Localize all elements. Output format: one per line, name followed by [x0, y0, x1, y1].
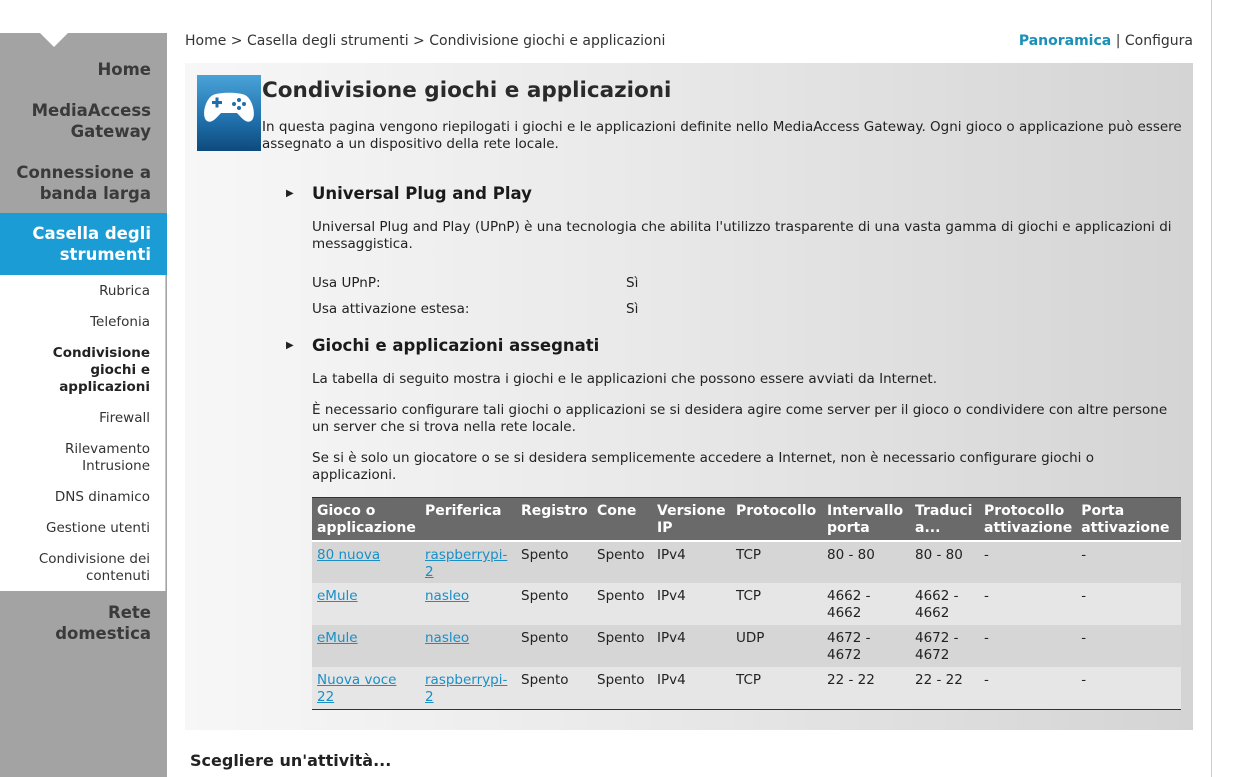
column-header-ip-version: Versione IP: [652, 498, 731, 542]
cell-ip-version: IPv4: [652, 625, 731, 667]
sidebar-item-label: Gateway: [70, 122, 151, 141]
sidebar-item-label: Connessione a: [16, 163, 151, 182]
column-header-device: Periferica: [420, 498, 516, 542]
sidebar-item-label: Rete: [108, 603, 151, 622]
sidebar-item-label: strumenti: [59, 245, 151, 264]
cell-ip-version: IPv4: [652, 583, 731, 625]
cell-translate: 4662 - 4662: [910, 583, 979, 625]
cell-trigger-port: -: [1076, 541, 1181, 583]
cell-trigger-port: -: [1076, 667, 1181, 709]
upnp-use-label: Usa UPnP:: [312, 275, 381, 291]
cell-translate: 80 - 80: [910, 541, 979, 583]
breadcrumb-current: Condivisione giochi e applicazioni: [429, 33, 666, 49]
game-link[interactable]: 80 nuova: [317, 547, 381, 563]
content-panel: [185, 63, 1193, 730]
table-row: [312, 667, 1181, 709]
submenu-item-label: DNS dinamico: [54, 489, 150, 505]
game-link[interactable]: eMule: [317, 630, 358, 646]
cell-protocol: TCP: [731, 583, 822, 625]
sidebar-item-label: Casella degli: [32, 224, 151, 243]
cell-port-range: 4662 - 4662: [822, 583, 910, 625]
game-link[interactable]: Nuova voce 22: [317, 672, 397, 705]
column-header-trigger-port: Porta attivazione: [1076, 498, 1181, 542]
submenu-item-user-management[interactable]: [46, 520, 150, 537]
cell-game: [312, 625, 420, 667]
table-row: [312, 541, 1181, 583]
cell-protocol: UDP: [731, 625, 822, 667]
page-intro: In questa pagina vengono riepilogati i giochi e le applicazioni definite nello MediaAccess Gateway. Ogni gioco o applicazione può essere assegnato a un dispositivo della rete locale.: [262, 119, 1182, 152]
sidebar-item-home-network[interactable]: [0, 602, 167, 644]
cell-game: [312, 541, 420, 583]
column-header-log: Registro: [516, 498, 592, 542]
breadcrumb-toolbox[interactable]: Casella degli strumenti: [246, 33, 409, 49]
cell-cone: Spento: [592, 625, 652, 667]
submenu-item-dynamic-dns[interactable]: [55, 489, 150, 506]
cell-ip-version: IPv4: [652, 667, 731, 709]
submenu-item-label: Telefonia: [90, 314, 150, 330]
submenu-item-rubrica[interactable]: [99, 283, 150, 300]
submenu-item-label: Condivisione: [52, 345, 150, 361]
column-header-translate: Traduci a...: [910, 498, 979, 542]
gamepad-icon: [197, 75, 261, 151]
submenu-item-label: applicazioni: [59, 379, 150, 395]
submenu-item-label: Rubrica: [99, 283, 150, 299]
cell-trigger-protocol: -: [979, 583, 1076, 625]
sidebar-item-label: Home: [97, 60, 151, 79]
cell-trigger-port: -: [1076, 625, 1181, 667]
device-link[interactable]: nasleo: [425, 630, 470, 646]
right-divider: [1211, 0, 1212, 777]
submenu-item-intrusion-detection[interactable]: [65, 441, 150, 475]
section-arrow-icon: ▶: [286, 188, 294, 199]
game-link[interactable]: eMule: [317, 588, 358, 604]
column-header-port-range: Intervallo porta: [822, 498, 910, 542]
view-configure-link[interactable]: Configura: [1124, 33, 1193, 49]
device-link[interactable]: raspberrypi- 2: [425, 672, 508, 705]
cell-device: [420, 583, 516, 625]
breadcrumb-home[interactable]: Home: [185, 33, 227, 49]
cell-device: [420, 667, 516, 709]
view-switch: [1019, 33, 1193, 49]
view-overview-link[interactable]: Panoramica: [1018, 33, 1112, 49]
page-title: Condivisione giochi e applicazioni: [262, 78, 672, 103]
cell-cone: Spento: [592, 667, 652, 709]
cell-protocol: TCP: [731, 541, 822, 583]
section-title-upnp: Universal Plug and Play: [312, 184, 532, 203]
column-header-trigger-protocol: Protocollo attivazione: [979, 498, 1076, 542]
cell-port-range: 80 - 80: [822, 541, 910, 583]
breadcrumb-separator: >: [413, 33, 425, 49]
games-table: [312, 497, 1181, 710]
upnp-description: Universal Plug and Play (UPnP) è una tecnologia che abilita l'utilizzo trasparente di una vasta gamma di giochi e applicazioni di messaggistica.: [312, 219, 1172, 252]
submenu-item-label: giochi e: [90, 362, 150, 378]
cell-translate: 4672 - 4672: [910, 625, 979, 667]
submenu-item-label: Rilevamento: [64, 441, 150, 457]
upnp-use-value: Sì: [626, 275, 639, 291]
upnp-extended-label: Usa attivazione estesa:: [312, 301, 470, 317]
assigned-paragraph-1: La tabella di seguito mostra i giochi e le applicazioni che possono essere avviati da Internet.: [312, 371, 938, 387]
submenu-item-label: Condivisione dei: [38, 551, 150, 567]
sidebar-item-label: domestica: [55, 624, 151, 643]
breadcrumb-separator: >: [230, 33, 243, 49]
cell-game: [312, 667, 420, 709]
cell-device: [420, 541, 516, 583]
sidebar-item-label: MediaAccess: [31, 101, 151, 120]
submenu-item-game-sharing[interactable]: [53, 345, 150, 396]
submenu-item-telefonia[interactable]: [90, 314, 150, 331]
cell-log: Spento: [516, 583, 592, 625]
cell-cone: Spento: [592, 541, 652, 583]
sidebar-item-mediaaccess-gateway[interactable]: [0, 100, 167, 142]
section-title-assigned: Giochi e applicazioni assegnati: [312, 336, 600, 355]
sidebar-notch: [40, 33, 68, 47]
submenu-item-content-sharing[interactable]: [39, 551, 150, 585]
cell-cone: Spento: [592, 583, 652, 625]
sidebar-item-toolbox[interactable]: [0, 213, 167, 275]
submenu-item-label: Gestione utenti: [45, 520, 150, 536]
cell-trigger-protocol: -: [979, 667, 1076, 709]
cell-device: [420, 625, 516, 667]
cell-log: Spento: [516, 667, 592, 709]
cell-log: Spento: [516, 625, 592, 667]
view-switch-separator: |: [1115, 33, 1121, 49]
cell-ip-version: IPv4: [652, 541, 731, 583]
table-header-row: [312, 498, 1181, 542]
sidebar: [0, 33, 167, 777]
device-link[interactable]: nasleo: [425, 588, 470, 604]
cell-protocol: TCP: [731, 667, 822, 709]
submenu-item-label: Firewall: [99, 410, 150, 426]
sidebar-item-label: banda larga: [39, 184, 151, 203]
assigned-paragraph-2: È necessario configurare tali giochi o applicazioni se si desidera agire come server per il gioco o condividere con altre persone un server che si trova nella rete locale.: [312, 402, 1168, 435]
table-row: [312, 625, 1181, 667]
cell-trigger-port: -: [1076, 583, 1181, 625]
sidebar-item-broadband[interactable]: [0, 162, 167, 204]
cell-port-range: 4672 - 4672: [822, 625, 910, 667]
table-row: [312, 583, 1181, 625]
submenu-item-label: Intrusione: [82, 458, 150, 474]
cell-game: [312, 583, 420, 625]
submenu-item-firewall[interactable]: [99, 410, 150, 427]
device-link[interactable]: raspberrypi- 2: [425, 547, 508, 580]
choose-task-heading: Scegliere un'attività...: [190, 751, 392, 770]
column-header-cone: Cone: [592, 498, 652, 542]
column-header-protocol: Protocollo: [731, 498, 822, 542]
toolbox-submenu: [0, 275, 166, 591]
column-header-game: Gioco o applicazione: [312, 498, 420, 542]
sidebar-item-home[interactable]: [0, 59, 167, 80]
cell-trigger-protocol: -: [979, 541, 1076, 583]
cell-log: Spento: [516, 541, 592, 583]
breadcrumb: [185, 33, 665, 49]
cell-translate: 22 - 22: [910, 667, 979, 709]
cell-trigger-protocol: -: [979, 625, 1076, 667]
section-arrow-icon: ▶: [286, 340, 294, 351]
submenu-item-label: contenuti: [86, 568, 150, 584]
upnp-extended-value: Sì: [626, 301, 639, 317]
cell-port-range: 22 - 22: [822, 667, 910, 709]
assigned-paragraph-3: Se si è solo un giocatore o se si desidera semplicemente accedere a Internet, non è necessario configurare giochi o applicazioni.: [312, 450, 1094, 483]
